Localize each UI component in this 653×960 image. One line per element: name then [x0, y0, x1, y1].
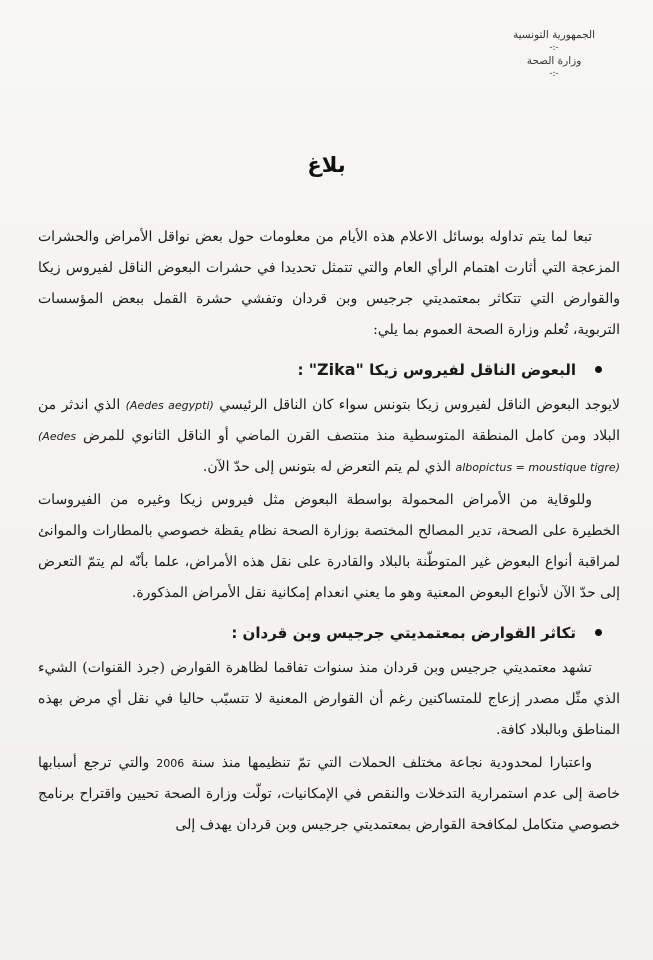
paragraph-text: واعتبارا لمحدودية نجاعة مختلف الحملات التي تمّ تنظيمها منذ سنة: [184, 755, 592, 771]
paragraph-text: الذي اندثر من البلاد ومن كامل المنطقة المتوسطية منذ منتصف القرن الماضي أو الناقل الثانوي للمرض: [38, 397, 620, 444]
heading-zika-term: "Zika": [308, 360, 364, 379]
document-title: بلاغ: [307, 153, 346, 177]
bullet-icon: [595, 366, 602, 373]
intro-paragraph: تبعا لما يتم تداوله بوسائل الاعلام هذه الأيام من معلومات حول بعض نواقل الأمراض والحشرات المزعجة التي أثارت اهتمام الرأي العام والتي تتمثل تحديدا في حشرات البعوض الناقل لفيروس زيكا والقوارض التي تتكاثر بمعتمديتي جرجيس وبن قردان وتفشي حشرة القمل ببعض المؤسسات التربوية، تُعلم وزارة الصحة العموم بما يلي:: [38, 229, 620, 338]
heading-text: تكاثر القوارض بمعتمديتي جرجيس وبن قردان :: [231, 624, 576, 642]
section-heading-rodents: [38, 617, 620, 649]
heading-text: البعوض الناقل لفيروس زيكا: [363, 361, 576, 379]
section-heading-zika: [38, 354, 620, 386]
paragraph-text: لايوجد البعوض الناقل لفيروس زيكا بتونس سواء كان الناقل الرئيسي: [213, 397, 621, 413]
republic-name: الجمهورية التونسية: [513, 29, 595, 41]
latin-species-name: (Aedes aegypti): [125, 399, 214, 412]
header-separator: -:-: [549, 43, 559, 53]
paragraph-text: الذي لم يتم التعرض له بتونس إلى حدّ الآن.: [202, 459, 456, 475]
latin-species-name: (Aedes albopictus = moustique tigre): [38, 430, 620, 474]
ministry-name: وزارة الصحة: [526, 55, 582, 67]
bullet-icon: [595, 629, 602, 636]
heading-colon: :: [297, 361, 309, 379]
letterhead: [513, 28, 595, 80]
year-value: 2006: [156, 757, 185, 770]
rodents-paragraph-1: تشهد معتمديتي جرجيس وبن قردان منذ سنوات تفاقما لظاهرة القوارض (جرذ القنوات) الشيء الذي مثّل مصدر إزعاج للمتساكنين رغم أن القوارض المعنية لا تتسبّب حاليا في نقل أي مرض بهذه المناطق وبالبلاد كافة.: [38, 660, 620, 738]
zika-paragraph-1: [38, 390, 620, 483]
zika-paragraph-2: وللوقاية من الأمراض المحمولة بواسطة البعوض مثل فيروس زيكا وغيره من الفيروسات الخطيرة على الصحة، تدير المصالح المختصة بوزارة الصحة نظام يقظة خصوصي بالمطارات والموانئ لمراقبة أنواع البعوض غير المتوطّنة بالبلاد والقادرة على نقل هذه الأمراض، علما بأنّه لم يتمّ التعرض إلى حدّ الآن لأنواع البعوض المعنية وهو ما يعني انعدام إمكانية نقل الأمراض المذكورة.: [38, 492, 620, 601]
paragraph-text: والتي ترجع أسبابها خاصة إلى عدم استمرارية التدخلات والنقص في الإمكانيات، تولّت وزارة الصحة تحيين واقتراح برنامج خصوصي متكامل لمكافحة القوارض بمعتمديتي جرجيس وبن قردان يهدف إلى: [38, 755, 620, 833]
header-separator: -:-: [549, 69, 559, 79]
rodents-paragraph-2: [38, 748, 620, 841]
document-body: [38, 222, 620, 841]
